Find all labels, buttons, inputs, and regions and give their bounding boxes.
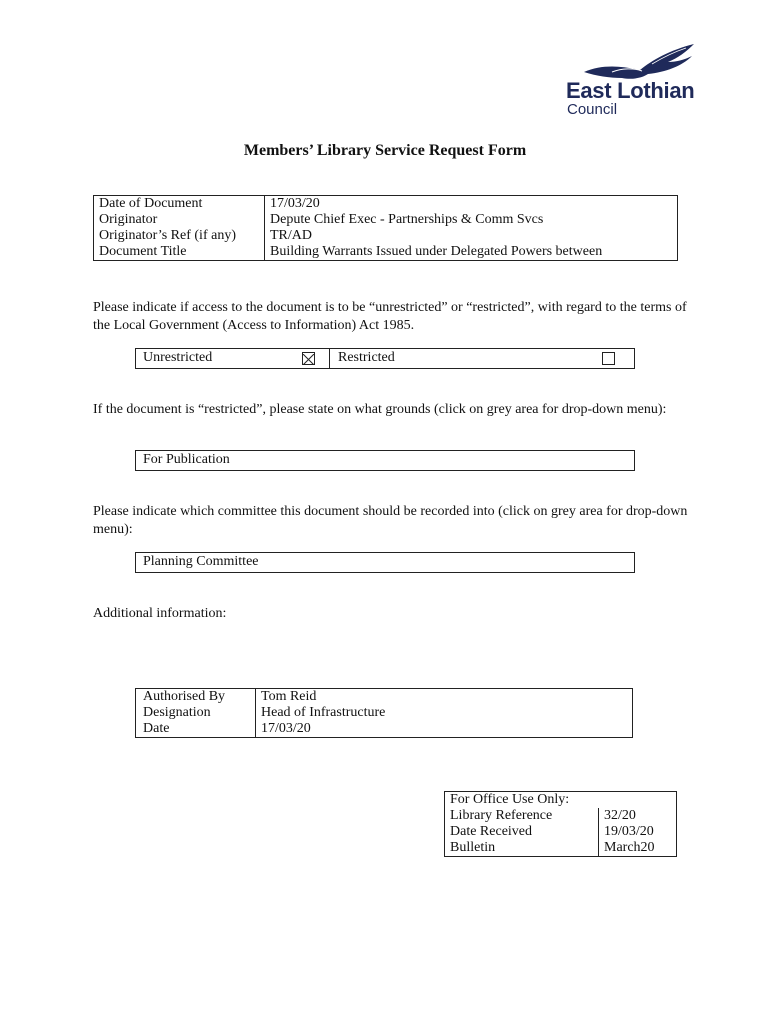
office-use-table	[444, 791, 677, 857]
doc-title-value[interactable]: Building Warrants Issued under Delegated Powers between	[265, 244, 678, 261]
logo-text-council: Council	[567, 101, 618, 118]
committee-dropdown[interactable]	[135, 552, 635, 573]
bulletin-value: March20	[599, 840, 677, 857]
eagle-icon	[582, 42, 702, 82]
office-heading-spacer	[599, 792, 677, 809]
committee-value: Planning Committee	[143, 554, 259, 569]
library-reference-label: Library Reference	[445, 808, 599, 824]
cell-divider	[329, 349, 330, 368]
originator-ref-value[interactable]: TR/AD	[265, 228, 678, 244]
originator-label: Originator	[94, 212, 265, 228]
table-row	[136, 689, 633, 706]
bulletin-label: Bulletin	[445, 840, 599, 857]
table-row	[94, 196, 678, 213]
table-row	[94, 244, 678, 261]
unrestricted-label: Unrestricted	[143, 350, 213, 365]
doc-title-label: Document Title	[94, 244, 265, 261]
date-label: Date	[136, 721, 256, 738]
logo-text-east-lothian: East Lothian	[566, 78, 695, 103]
date-received-value: 19/03/20	[599, 824, 677, 840]
table-row	[94, 228, 678, 244]
originator-value[interactable]: Depute Chief Exec - Partnerships & Comm Svcs	[265, 212, 678, 228]
authorised-by-label: Authorised By	[136, 689, 256, 706]
designation-label: Designation	[136, 705, 256, 721]
date-received-label: Date Received	[445, 824, 599, 840]
additional-info-label: Additional information:	[93, 606, 227, 621]
table-row	[445, 824, 677, 840]
designation-value[interactable]: Head of Infrastructure	[256, 705, 633, 721]
originator-ref-label: Originator’s Ref (if any)	[94, 228, 265, 244]
document-info-table	[93, 195, 678, 261]
authorised-by-value[interactable]: Tom Reid	[256, 689, 633, 706]
table-row	[136, 721, 633, 738]
doc-date-value[interactable]: 17/03/20	[265, 196, 678, 213]
restricted-label: Restricted	[338, 350, 395, 365]
grounds-value: For Publication	[143, 452, 230, 467]
restricted-checkbox[interactable]	[602, 352, 615, 365]
library-reference-value: 32/20	[599, 808, 677, 824]
council-logo	[566, 42, 718, 118]
authorisation-table	[135, 688, 633, 738]
unrestricted-checkbox[interactable]	[302, 352, 315, 365]
access-instruction: Please indicate if access to the document is to be “unrestricted” or “restricted”, with regard to the terms of the Local Government (Access to Information) Act 1985.	[93, 300, 687, 333]
page-title: Members’ Library Service Request Form	[243, 142, 527, 159]
access-selector	[135, 348, 635, 369]
grounds-dropdown[interactable]	[135, 450, 635, 471]
table-row	[445, 808, 677, 824]
grounds-instruction: If the document is “restricted”, please state on what grounds (click on grey area for drop-down menu):	[93, 402, 667, 417]
table-row	[136, 705, 633, 721]
committee-instruction: Please indicate which committee this document should be recorded into (click on grey area for drop-down menu):	[93, 504, 688, 537]
table-row	[94, 212, 678, 228]
table-row	[445, 840, 677, 857]
checked-x-icon	[303, 354, 314, 365]
office-use-heading: For Office Use Only:	[445, 792, 599, 809]
date-value[interactable]: 17/03/20	[256, 721, 633, 738]
table-row	[445, 792, 677, 809]
doc-date-label: Date of Document	[94, 196, 265, 213]
